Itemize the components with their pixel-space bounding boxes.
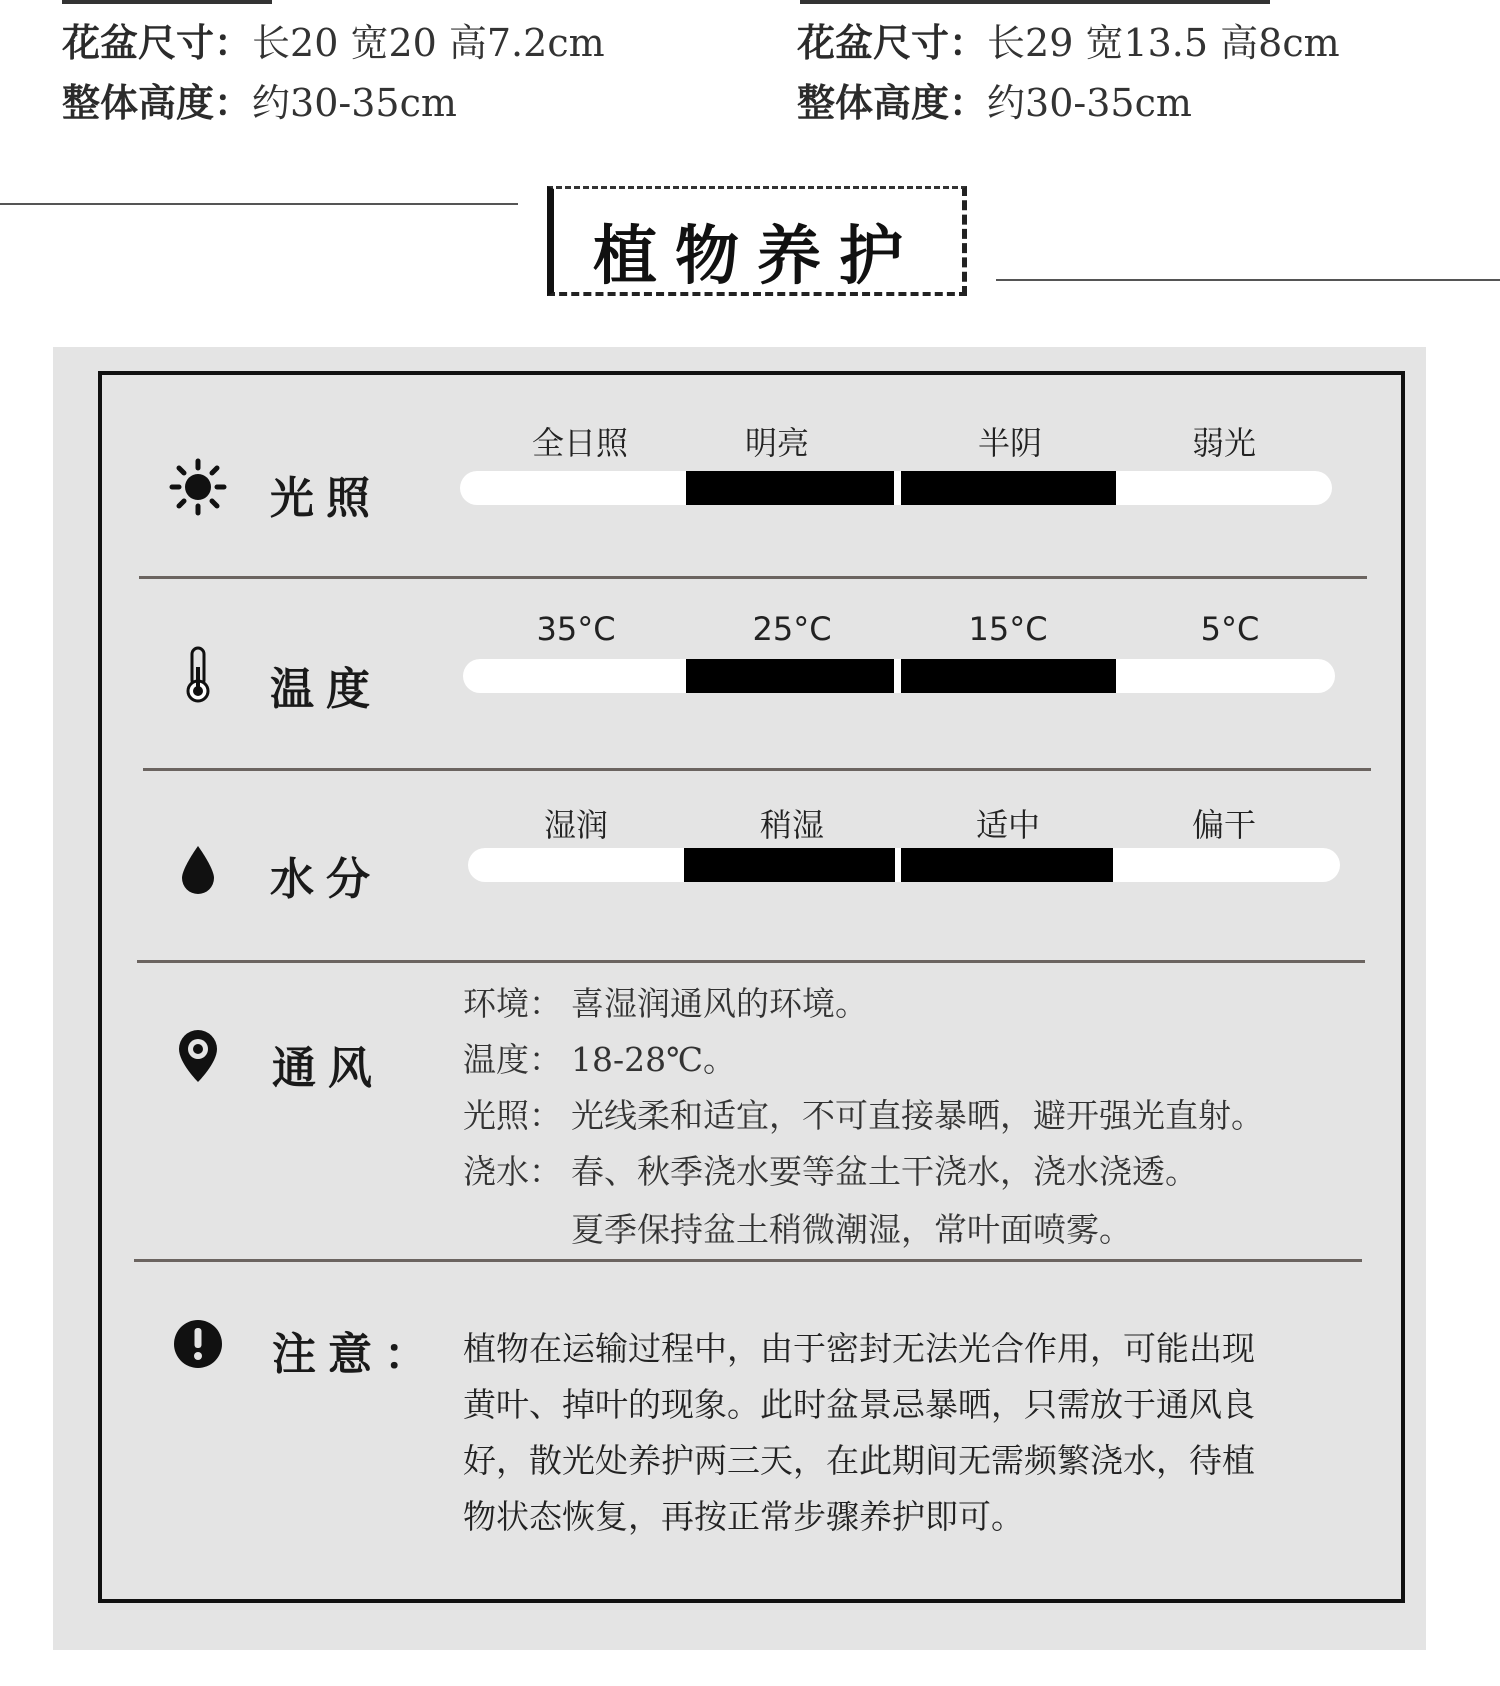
ventilation-line-2-label: 光照： xyxy=(463,1096,562,1135)
sun-icon xyxy=(168,457,228,517)
ventilation-line-watering xyxy=(463,1146,1198,1193)
ventilation-line-3-text: 春、秋季浇水要等盆土干浇水，浇水浇透。 xyxy=(571,1152,1198,1191)
temperature-bar-highlight-2 xyxy=(901,659,1116,693)
left-height-value: 约30-35cm xyxy=(252,81,457,125)
water-scale-2: 适中 xyxy=(975,806,1040,844)
temperature-bar-highlight-1 xyxy=(686,659,894,693)
right-pot-size-value: 长29 宽13.5 高8cm xyxy=(987,21,1340,65)
ventilation-line-1-text: 18-28℃。 xyxy=(571,1040,737,1079)
left-height-label: 整体高度： xyxy=(62,81,253,125)
water-scale-3: 偏干 xyxy=(1191,806,1256,844)
temperature-label: 温度 xyxy=(270,664,382,715)
ventilation-line-temperature xyxy=(463,1034,736,1081)
left-pot-size xyxy=(62,21,605,65)
water-scale-0: 湿润 xyxy=(543,806,608,844)
light-scale-3: 弱光 xyxy=(1191,424,1256,462)
cut-off-text-left xyxy=(62,0,272,4)
water-label: 水分 xyxy=(270,854,382,905)
title-rule-right xyxy=(996,279,1500,281)
ventilation-line-light xyxy=(463,1090,1264,1137)
right-pot-size xyxy=(797,21,1340,65)
ventilation-line-environment xyxy=(463,978,868,1025)
notice-line-3: 物状态恢复，再按正常步骤养护即可。 xyxy=(463,1497,1024,1536)
ventilation-line-0-text: 喜湿润通风的环境。 xyxy=(571,984,868,1023)
title-rule-left xyxy=(0,203,518,205)
exclamation-icon xyxy=(168,1314,228,1374)
notice-line-2: 好，散光处养护两三天，在此期间无需频繁浇水，待植 xyxy=(463,1441,1255,1480)
left-pot-size-value: 长20 宽20 高7.2cm xyxy=(252,21,605,65)
divider-2 xyxy=(143,768,1371,771)
temperature-scale-3: 5°C xyxy=(1200,610,1260,648)
thermometer-icon xyxy=(168,645,228,705)
water-drop-icon xyxy=(168,840,228,900)
right-height-label: 整体高度： xyxy=(797,81,988,125)
location-pin-icon xyxy=(168,1026,228,1086)
water-scale-1: 稍湿 xyxy=(759,806,824,844)
right-height xyxy=(797,81,1192,125)
divider-3 xyxy=(137,960,1365,963)
light-bar-highlight-1 xyxy=(686,471,894,505)
divider-4 xyxy=(134,1259,1362,1262)
light-scale-1: 明亮 xyxy=(744,424,809,462)
ventilation-line-3-label: 浇水： xyxy=(463,1152,562,1191)
notice-line-0: 植物在运输过程中，由于密封无法光合作用，可能出现 xyxy=(463,1329,1255,1368)
notice-line-1: 黄叶、掉叶的现象。此时盆景忌暴晒，只需放于通风良 xyxy=(463,1385,1255,1424)
cut-off-text-right xyxy=(800,0,1270,4)
temperature-scale-1: 25°C xyxy=(752,610,832,648)
light-bar xyxy=(460,471,1332,505)
ventilation-line-0-label: 环境： xyxy=(463,984,562,1023)
ventilation-line-1-label: 温度： xyxy=(463,1040,562,1079)
temperature-scale-2: 15°C xyxy=(968,610,1048,648)
ventilation-label: 通风 xyxy=(272,1043,384,1094)
notice-label: 注意： xyxy=(272,1329,440,1380)
light-bar-highlight-2 xyxy=(901,471,1116,505)
section-title: 植物养护 xyxy=(593,220,921,294)
light-scale-2: 半阴 xyxy=(977,424,1042,462)
light-scale-0: 全日照 xyxy=(531,424,628,462)
right-height-value: 约30-35cm xyxy=(987,81,1192,125)
ventilation-line-2-text: 光线柔和适宜，不可直接暴晒，避开强光直射。 xyxy=(571,1096,1264,1135)
ventilation-line-summer xyxy=(463,1204,1132,1251)
temperature-scale-0: 35°C xyxy=(536,610,616,648)
temperature-bar xyxy=(463,659,1335,693)
water-bar-highlight-2 xyxy=(901,848,1113,882)
right-pot-size-label: 花盆尺寸： xyxy=(797,21,988,65)
water-bar-highlight-1 xyxy=(684,848,895,882)
left-pot-size-label: 花盆尺寸： xyxy=(62,21,253,65)
light-label: 光照 xyxy=(270,473,382,524)
left-height xyxy=(62,81,457,125)
ventilation-line-4-text: 夏季保持盆土稍微潮湿，常叶面喷雾。 xyxy=(571,1210,1132,1249)
divider-1 xyxy=(139,576,1367,579)
